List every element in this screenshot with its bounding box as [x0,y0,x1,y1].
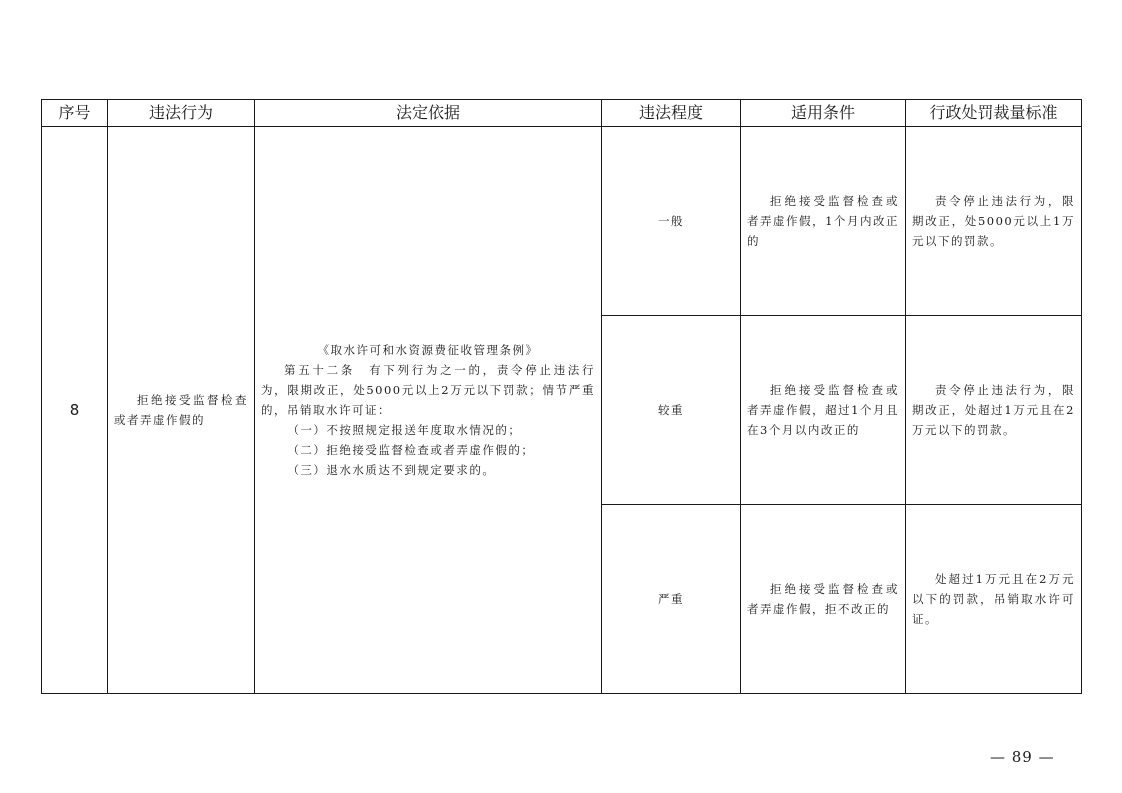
legal-basis-content [255,340,601,480]
standard-text: 责令停止违法行为，限期改正，处5000元以上1万元以下的罚款。 [912,194,1075,248]
severity-label: 较重 [658,403,684,417]
header-violation: 违法行为 [108,100,255,127]
page-number: — 89 — [990,748,1055,766]
condition-text: 拒绝接受监督检查或者弄虚作假，1个月内改正的 [747,194,899,248]
header-severity: 违法程度 [602,100,741,127]
standard-text: 处超过1万元且在2万元以下的罚款，吊销取水许可证。 [912,572,1075,626]
condition-text: 拒绝接受监督检查或者弄虚作假，超过1个月且在3个月以内改正的 [747,383,899,437]
header-conditions: 适用条件 [741,100,906,127]
violation-cell [108,127,255,694]
severity-label: 严重 [658,592,684,606]
standard-cell-general [906,127,1082,316]
seq-cell: 8 [42,127,108,694]
condition-text: 拒绝接受监督检查或者弄虚作假，拒不改正的 [747,582,899,616]
standard-text: 责令停止违法行为，限期改正，处超过1万元且在2万元以下的罚款。 [912,383,1075,437]
legal-basis-cell [255,127,602,694]
article-item-3: （三）退水水质达不到规定要求的。 [287,463,496,477]
penalty-standards-table [41,99,1082,694]
standard-cell-serious [906,316,1082,505]
severity-label: 一般 [658,214,684,228]
header-seq: 序号 [42,100,108,127]
severity-cell-severe [602,505,741,694]
header-penalty-standard: 行政处罚裁量标准 [906,100,1082,127]
violation-text: 拒绝接受监督检查或者弄虚作假的 [114,393,248,427]
regulation-title: 《取水许可和水资源费征收管理条例》 [317,343,539,357]
article-item-2: （二）拒绝接受监督检查或者弄虚作假的； [287,443,535,457]
header-row [42,100,1082,127]
condition-cell-general [741,127,906,316]
article-item-1: （一）不按照规定报送年度取水情况的； [287,423,522,437]
header-legal-basis: 法定依据 [255,100,602,127]
table-row [42,127,1082,316]
severity-cell-general [602,127,741,316]
condition-cell-severe [741,505,906,694]
article-text: 第五十二条 有下列行为之一的，责令停止违法行为，限期改正，处5000元以上2万元以下罚款；情节严重的，吊销取水许可证： [261,363,595,417]
condition-cell-serious [741,316,906,505]
severity-cell-serious [602,316,741,505]
standard-cell-severe [906,505,1082,694]
